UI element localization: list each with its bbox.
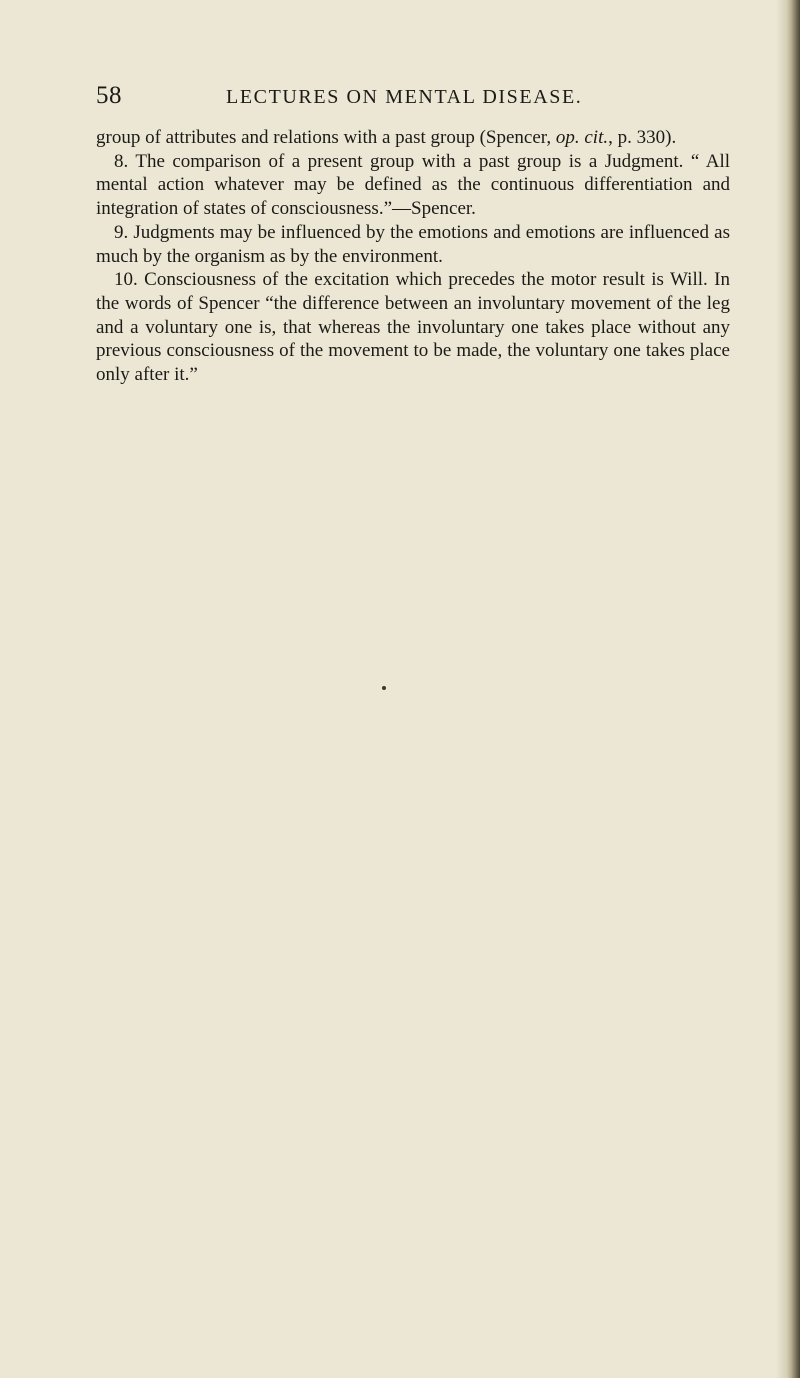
- paragraph-continuation: [96, 126, 730, 150]
- continuation-text: group of attributes and relations with a past group (Spencer,: [96, 127, 556, 148]
- page-edge: [786, 0, 800, 1378]
- paragraph-item-9: 9. Judgments may be influenced by the emotions and emotions are influenced as much by the organism as by the environment.: [96, 221, 730, 267]
- ink-speck: [382, 686, 386, 690]
- running-head: LECTURES ON MENTAL DISEASE.: [226, 86, 583, 108]
- page-edge-shadow: [776, 0, 786, 1378]
- citation-italic: op. cit.: [555, 127, 609, 148]
- body-text: [96, 126, 730, 387]
- paragraph-item-8: 8. The comparison of a present group with a past group is a Judgment. “ All mental action whatever may be defined as the continuous differentiation and integration of states of consciousness.”—Spencer.: [96, 150, 730, 220]
- paragraph-item-10: 10. Consciousness of the excitation which precedes the motor result is Will. In the words of Spencer “the difference between an involuntary movement of the leg and a voluntary one is, that whereas the involuntary one takes place without any previous consciousness of the movement to be made, the voluntary one takes place only after it.”: [96, 269, 730, 386]
- page-number: 58: [96, 82, 122, 109]
- citation-rest: , p. 330).: [608, 127, 677, 148]
